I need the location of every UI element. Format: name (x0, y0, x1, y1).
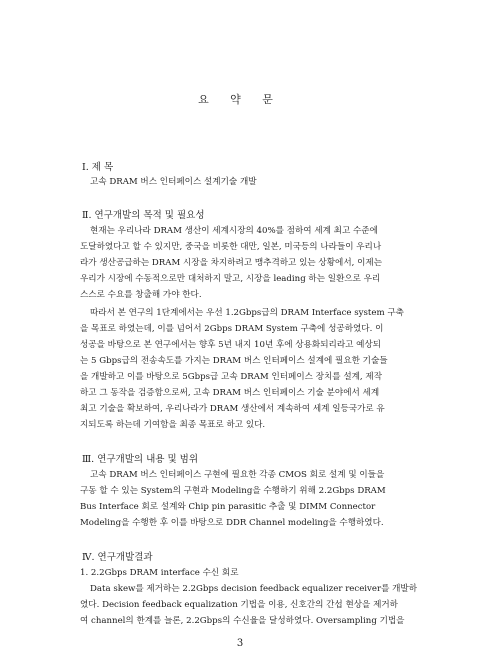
paragraph-line: 는 5 Gbps급의 전송속도를 가지는 DRAM 버스 인터페이스 설계에 필요한 기술들 (80, 356, 388, 366)
section-4-heading: Ⅳ. 연구개발결과 (82, 552, 153, 563)
subsection-heading: 1. 2.2Gbps DRAM interface 수신 회로 (80, 568, 239, 578)
paragraph-line: Data skew를 제거하는 2.2Gbps decision feedback equalizer receiver를 개발하 (90, 584, 418, 594)
paragraph-line: Bus Interface 회로 설계와 Chip pin parasitic 추출 및 DIMM Connector (80, 502, 376, 512)
section-2-heading: Ⅱ. 연구개발의 목적 및 필요성 (82, 210, 205, 221)
paragraph-line: 고속 DRAM 버스 인터페이스 구현에 필요한 각종 CMOS 회로 설계 및 이들을 (90, 470, 385, 480)
paragraph-line: 하고 그 동작을 검증함으로써, 고속 DRAM 버스 인터페이스 기술 분야에서 세계 (80, 388, 380, 398)
paragraph-line: 구동 할 수 있는 System의 구현과 Modeling을 수행하기 위해 2.2Gbps DRAM (80, 486, 386, 496)
paragraph-line: 최고 기술을 확보하여, 우리나라가 DRAM 생산에서 계속하여 세계 일등국가로 유 (80, 404, 385, 414)
paragraph-line: 였다. Decision feedback equalization 기법을 이용, 신호간의 간섭 현상을 제거하 (80, 600, 398, 610)
paragraph-line: 따라서 본 연구의 1단계에서는 우선 1.2Gbps급의 DRAM Interface system 구축 (90, 308, 404, 318)
paragraph-line: 을 목표로 하였는데, 이를 넘어서 2Gbps DRAM System 구축에 성공하였다. 이 (80, 324, 384, 334)
paragraph-line: 현재는 우리나라 DRAM 생산이 세계시장의 40%를 점하여 세계 최고 수준에 (90, 226, 378, 236)
paragraph-line: 을 개발하고 이를 바탕으로 5Gbps급 고속 DRAM 인터페이스 장치를 설계, 제작 (80, 372, 383, 382)
paragraph-line: Modeling을 수행한 후 이를 바탕으로 DDR Channel modeling을 수행하였다. (80, 518, 384, 528)
page-title: 요 약 문 (198, 93, 282, 106)
paragraph-line: 성공을 바탕으로 본 연구에서는 향후 5년 내지 10년 후에 상용화되리라고 예상되 (80, 340, 382, 350)
section-1-heading: Ⅰ. 제 목 (82, 162, 114, 173)
paragraph-line: 우리가 시장에 수동적으로만 대처하지 말고, 시장을 leading 하는 일환으로 우리 (80, 274, 381, 284)
paragraph-line: 스스로 수요를 창출해 가야 한다. (80, 290, 202, 300)
paragraph-line: 라가 생산공급하는 DRAM 시장을 차지하려고 맹추격하고 있는 상황에서, 이제는 (80, 258, 382, 268)
section-1-body: 고속 DRAM 버스 인터페이스 설계기술 개발 (90, 177, 257, 187)
paragraph-line: 여 channel의 한계를 늘론, 2.2Gbps의 수신율을 달성하였다. Oversampling 기법을 (80, 616, 405, 626)
paragraph-line: 도달하였다고 할 수 있지만, 중국을 비롯한 대만, 일본, 미국등의 나라들이 우리나 (80, 242, 382, 252)
paragraph-line: 지되도록 하는데 기여함을 최종 목표로 하고 있다. (80, 420, 266, 430)
section-3-heading: Ⅲ. 연구개발의 내용 및 범위 (82, 454, 199, 465)
page-number: 3 (236, 638, 244, 649)
